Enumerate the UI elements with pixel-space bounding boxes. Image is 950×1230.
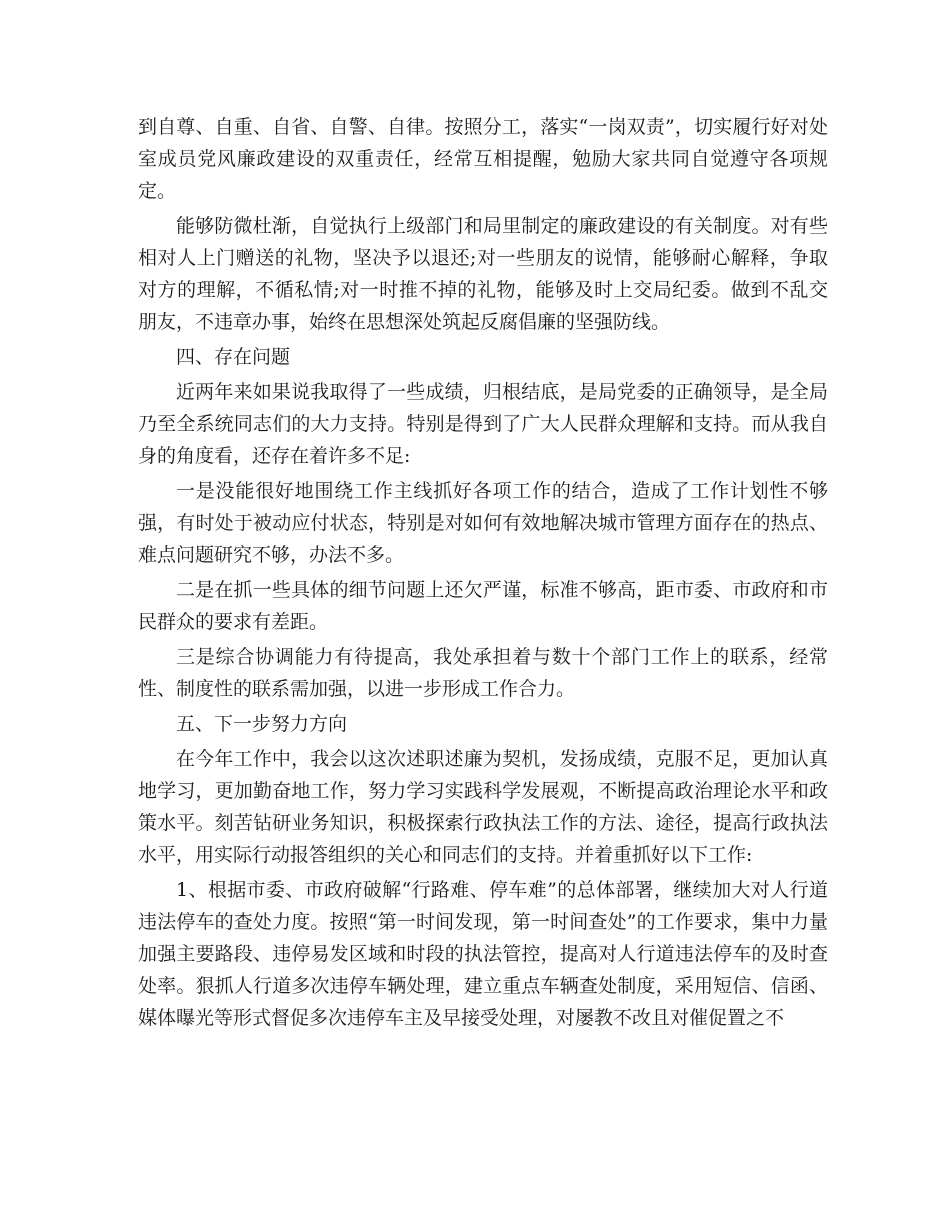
paragraph-integrity: 能够防微杜渐，自觉执行上级部门和局里制定的廉政建设的有关制度。对有些相对人上门赠送的礼物，坚决予以退还;对一些朋友的说情，能够耐心解释，争取对方的理解，不循私情;对一时推不掉的礼物，能够及时上交局纪委。做到不乱交朋友，不违章办事，始终在思想深处筑起反腐倡廉的坚强防线。 — [138, 215, 828, 333]
section-heading-next-steps: 五、下一步努力方向 — [176, 713, 348, 735]
section-heading-problems: 四、存在问题 — [176, 346, 291, 368]
paragraph-next-steps-intro: 在今年工作中，我会以这次述职述廉为契机，发扬成绩，克服不足，更加认真地学习，更加勤奋地工作，努力学习实践科学发展观，不断提高政治理论水平和政策水平。刻苦钻研业务知识，积极探索行政执法工作的方法、途径，提高行政执法水平，用实际行动报答组织的关心和同志们的支持。并着重抓好以下工作: — [138, 748, 828, 866]
paragraph-problem-one: 一是没能很好地围绕工作主线抓好各项工作的结合，造成了工作计划性不够强，有时处于被动应付状态，特别是对如何有效地解决城市管理方面存在的热点、难点问题研究不够，办法不多。 — [138, 480, 828, 566]
document-body — [138, 111, 828, 1037]
paragraph-achievements: 近两年来如果说我取得了一些成绩，归根结底，是局党委的正确领导，是全局乃至全系统同志们的大力支持。特别是得到了广大人民群众理解和支持。而从我自身的角度看，还存在着许多不足: — [138, 381, 828, 467]
paragraph-problem-three: 三是综合协调能力有待提高，我处承担着与数十个部门工作上的联系，经常性、制度性的联系需加强，以进一步形成工作合力。 — [138, 646, 828, 700]
paragraph-item-one: 1、根据市委、市政府破解“行路难、停车难”的总体部署，继续加大对人行道违法停车的查处力度。按照“第一时间发现，第一时间查处”的工作要求，集中力量加强主要路段、违停易发区域和时段的执法管控，提高对人行道违法停车的及时查处率。狠抓人行道多次违停车辆处理，建立重点车辆查处制度，采用短信、信函、媒体曝光等形式督促多次违停车主及早接受处理，对屡教不改且对催促置之不 — [138, 879, 828, 1029]
paragraph-continuation: 到自尊、自重、自省、自警、自律。按照分工，落实“一岗双责”，切实履行好对处室成员党风廉政建设的双重责任，经常互相提醒，勉励大家共同自觉遵守各项规定。 — [138, 116, 828, 202]
paragraph-problem-two: 二是在抓一些具体的细节问题上还欠严谨，标准不够高，距市委、市政府和市民群众的要求有差距。 — [138, 579, 828, 633]
